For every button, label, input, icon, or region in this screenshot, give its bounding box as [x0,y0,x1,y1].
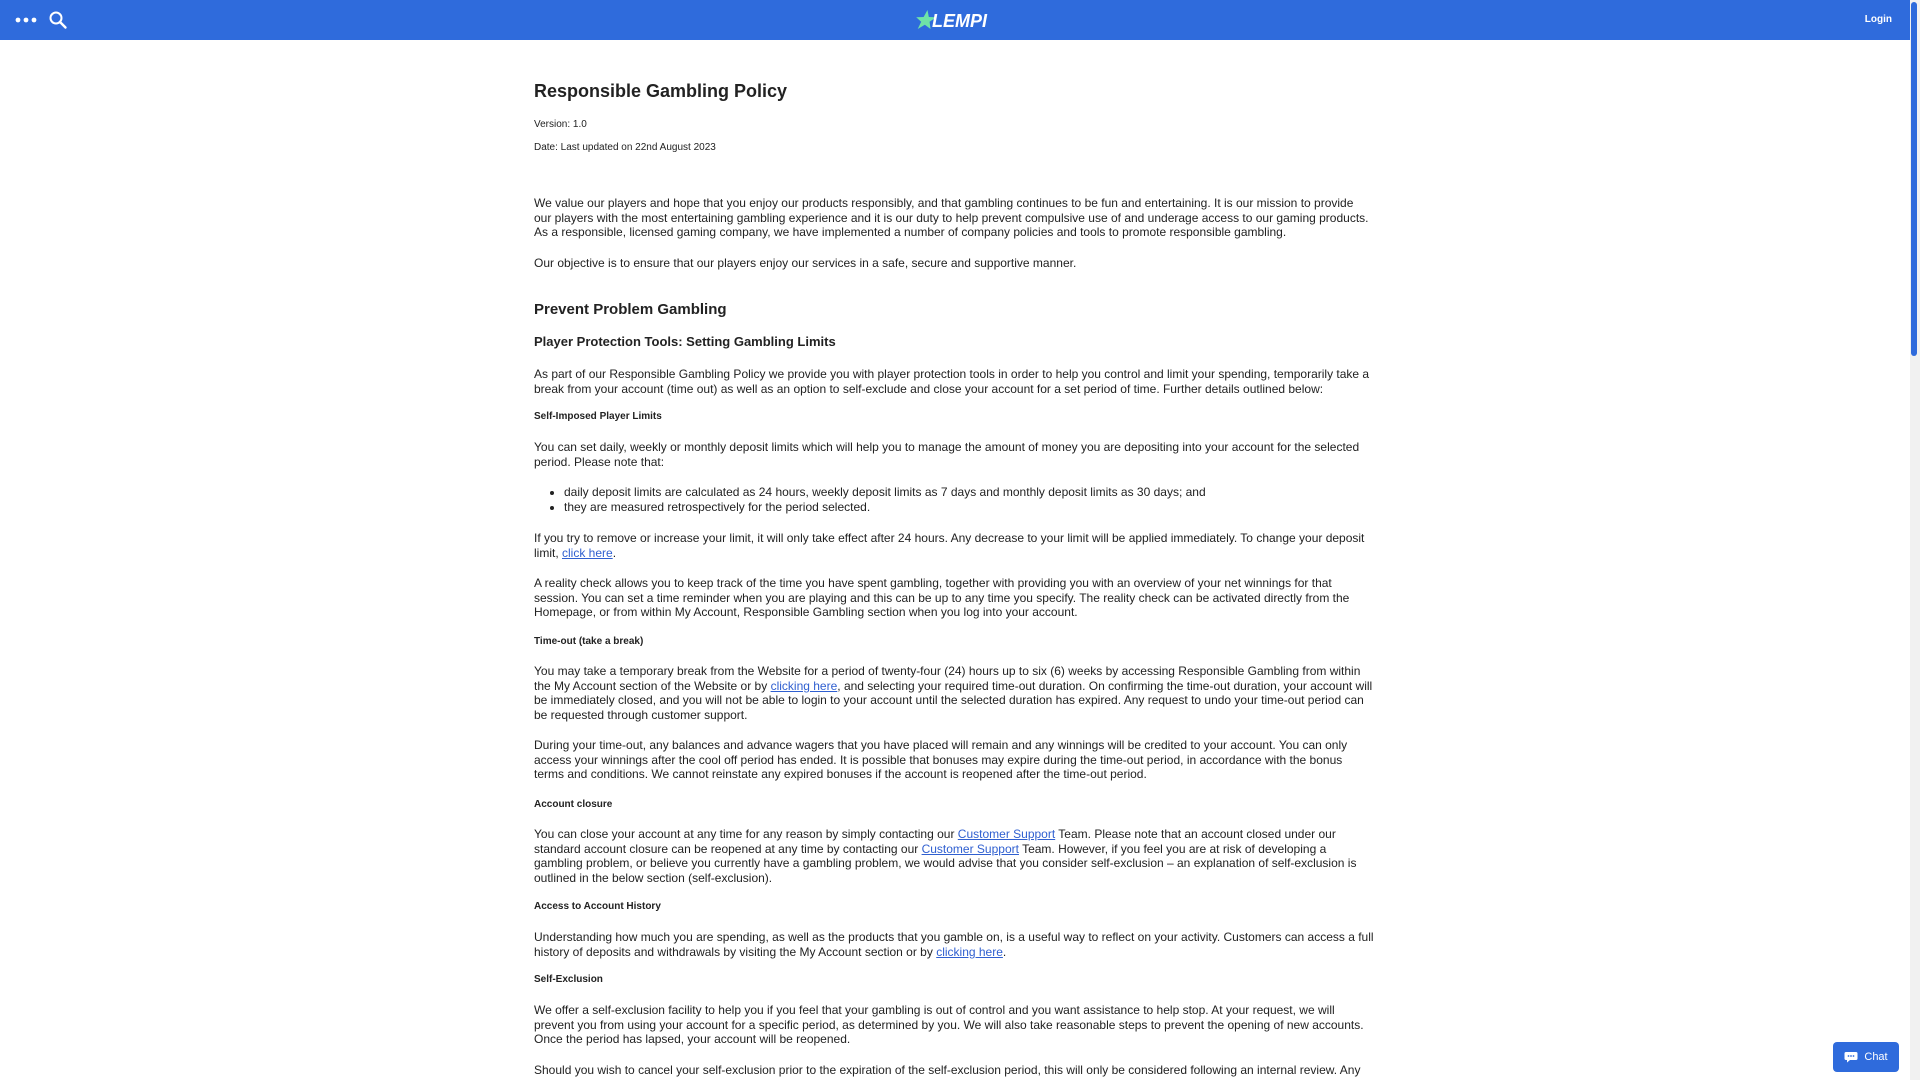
lempi-logo[interactable] [915,7,991,33]
reality-check-paragraph: A reality check allows you to keep track of the time you have spent gambling, together with providing you with an overview of your net winnings for that session. You can set a time reminder when you are playing and this can be up to any time you specify. The reality check can be activated directly from the Homepage, or from within My Account, Responsible Gambling section when you log into your account. [534,576,1350,620]
timeout-link[interactable]: clicking here [770,678,838,693]
change-limit-paragraph: If you try to remove or increase your limit, it will only take effect after 24 hours. Any decrease to your limit will be applied immediately. To change your deposit limit, click here. [534,531,1365,560]
list-item: • they are measured retrospectively for the period selected. [564,500,1374,515]
limits-list [534,485,1374,514]
subheading-limits: Self-Imposed Player Limits [534,411,662,422]
history-link[interactable]: clicking here [936,944,1003,959]
timeout-paragraph: You may take a temporary break from the Website for a period of twenty-four (24) hours up to six (6) weeks by accessing Responsible Gambling from within the My Account section of the Website or by clicking here, and selecting your required time-out duration. On confirming the time-out duration, your account will be immediately closed, and you will not be able to login to your account until the selected duration has expired. Any request to undo your time-out period can be requested through customer support. [534,664,1373,722]
more-dots-icon[interactable] [14,12,38,28]
closure-paragraph: You can close your account at any time for any reason by simply contacting our Customer Support Team. Please note that an account closed under our standard account closure can be reopened at any time by contacting our Customer Support Team. However, if you feel you are at risk of developing a gambling problem, or believe you currently have a gambling problem, we would advise that you consider self-exclusion – an explanation of self-exclusion is outlined in the below section (self-exclusion). [534,827,1357,885]
search-icon[interactable] [48,10,68,30]
timeout-paragraph-2: During your time-out, any balances and advance wagers that you have placed will remain and any winnings will be credited to your account. You can only access your winnings after the cool off period has ended. It is possible that bonuses may expire during the time-out period, in accordance with the bonus terms and conditions. We cannot reinstate any expired bonuses if the account is reopened after the time-out period. [534,738,1348,782]
login-button[interactable]: Login [1861,10,1896,30]
page-title: Responsible Gambling Policy [534,81,788,101]
objective-paragraph: Our objective is to ensure that our players enjoy our services in a safe, secure and supportive manner. [534,256,1077,270]
subheading-closure: Account closure [534,799,613,810]
top-navigation-bar [0,0,1910,40]
section-heading-prevent: Prevent Problem Gambling [534,301,727,318]
subheading-timeout: Time-out (take a break) [534,636,644,647]
change-limit-link[interactable]: click here [562,545,613,560]
scrollbar-thumb[interactable] [1911,2,1917,356]
subheading-history: Access to Account History [534,901,661,912]
svg-text:LEMPI: LEMPI [932,11,988,31]
customer-support-link[interactable]: Customer Support [921,841,1019,856]
date-text: Date: Last updated on 22nd August 2023 [534,142,716,153]
chat-button[interactable] [1833,1042,1899,1072]
subheading-self-exclusion: Self-Exclusion [534,974,603,985]
tools-paragraph: As part of our Responsible Gambling Policy we provide you with player protection tools in order to help you control and limit your spending, temporarily take a break from your account (time out) as well as an option to self-exclude and close your account for a set period of time. Further details outlined below: [534,367,1370,396]
section-heading-tools: Player Protection Tools: Setting Gambling Limits [534,334,836,349]
chat-bubble-icon [1844,1051,1858,1063]
self-exclusion-paragraph: We offer a self-exclusion facility to help you if you feel that your gambling is out of control and you want assistance to help stop. At your request, we will prevent you from using your account for a specific period, as determined by you. We will also take reasonable steps to prevent the opening of new accounts. Once the period has lapsed, your account will be reopened. [534,1003,1364,1047]
self-exclusion-paragraph-2: Should you wish to cancel your self-exclusion prior to the expiration of the self-exclusion period, this will only be considered following an internal review. Any [534,1063,1361,1077]
history-paragraph: Understanding how much you are spending, as well as the products that you gamble on, is a useful way to reflect on your activity. Customers can access a full history of deposits and withdrawals by visiting the My Account section or by clicking here. [534,930,1374,959]
chat-label: Chat [1864,1051,1888,1063]
intro-paragraph: We value our players and hope that you enjoy our products responsibly, and that gambling continues to be fun and entertaining. It is our mission to provide our players with the most entertaining gambling experience and it is our duty to help prevent compulsive use of and underage access to our gaming products. As a responsible, licensed gaming company, we have implemented a number of company policies and tools to promote responsible gambling. [534,196,1369,240]
version-text: Version: 1.0 [534,119,587,130]
limits-paragraph: You can set daily, weekly or monthly deposit limits which will help you to manage the amount of money you are depositing into your account for the selected period. Please note that: [534,440,1360,469]
list-item: • daily deposit limits are calculated as 24 hours, weekly deposit limits as 7 days and monthly deposit limits as 30 days; and [564,485,1374,500]
customer-support-link[interactable]: Customer Support [957,827,1056,841]
